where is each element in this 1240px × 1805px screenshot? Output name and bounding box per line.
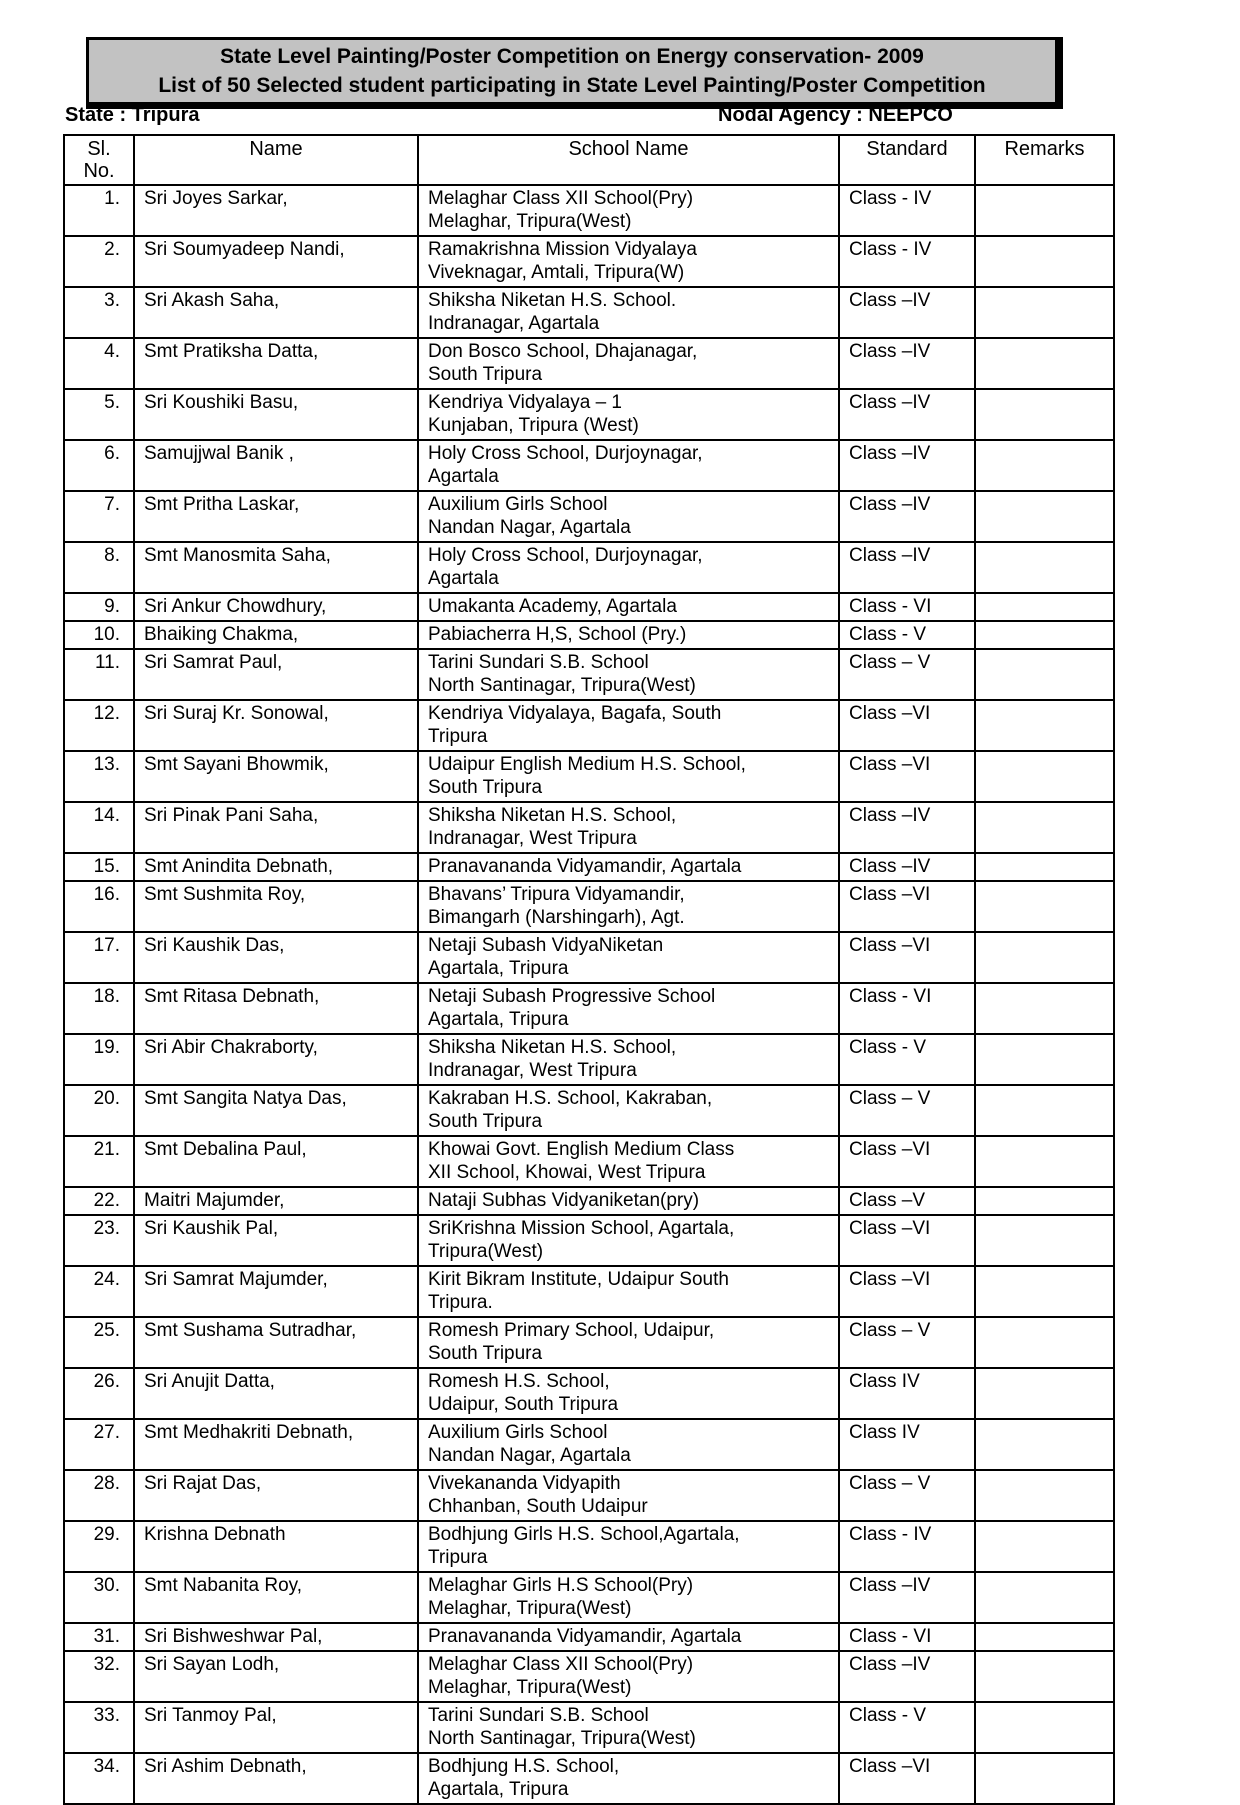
cell-sl-no: 26. [64,1368,134,1419]
cell-sl-no: 30. [64,1572,134,1623]
cell-remarks [975,593,1114,621]
cell-sl-no: 14. [64,802,134,853]
cell-student-name: Sri Soumyadeep Nandi, [134,236,418,287]
cell-standard: Class –VI [839,881,975,932]
cell-sl-no: 16. [64,881,134,932]
school-name-line: North Santinagar, Tripura(West) [428,675,696,696]
title-line-2: List of 50 Selected student participating in State Level Painting/Poster Competition [158,74,986,97]
cell-sl-no: 33. [64,1702,134,1753]
cell-sl-no: 21. [64,1136,134,1187]
table-row [64,881,1114,932]
cell-remarks [975,236,1114,287]
school-name-line: Kakraban H.S. School, Kakraban, [428,1088,713,1109]
school-name-line: Tarini Sundari S.B. School [428,652,649,673]
school-name-line: Don Bosco School, Dhajanagar, [428,341,698,362]
school-name-line: Bhavans’ Tripura Vidyamandir, [428,884,685,905]
cell-student-name: Sri Kaushik Das, [134,932,418,983]
school-name-line: Chhanban, South Udaipur [428,1496,648,1517]
cell-standard: Class - IV [839,236,975,287]
cell-standard: Class - V [839,1702,975,1753]
table-row [64,1215,1114,1266]
school-name-line: Melaghar Girls H.S School(Pry) [428,1575,694,1596]
meta-row [0,104,1240,132]
cell-standard: Class –IV [839,338,975,389]
table-row [64,185,1114,236]
cell-remarks [975,1368,1114,1419]
table-row [64,389,1114,440]
table-row [64,1651,1114,1702]
cell-student-name: Smt Medhakriti Debnath, [134,1419,418,1470]
cell-school-name [418,1266,839,1317]
cell-student-name: Maitri Majumder, [134,1187,418,1215]
table-row [64,338,1114,389]
cell-sl-no: 9. [64,593,134,621]
cell-remarks [975,440,1114,491]
cell-standard: Class - VI [839,1623,975,1651]
cell-remarks [975,1034,1114,1085]
cell-sl-no: 11. [64,649,134,700]
table-row [64,1368,1114,1419]
table-row [64,440,1114,491]
school-name-line: South Tripura [428,364,543,385]
cell-sl-no: 1. [64,185,134,236]
school-name-line: Bodhjung H.S. School, [428,1756,620,1777]
cell-student-name: Sri Abir Chakraborty, [134,1034,418,1085]
cell-student-name: Samujjwal Banik , [134,440,418,491]
cell-sl-no: 15. [64,853,134,881]
table-row [64,1136,1114,1187]
school-name-line: Shiksha Niketan H.S. School, [428,1037,677,1058]
cell-sl-no: 4. [64,338,134,389]
cell-sl-no: 6. [64,440,134,491]
cell-school-name [418,440,839,491]
cell-school-name [418,185,839,236]
state-label: State : Tripura [65,104,200,126]
cell-remarks [975,802,1114,853]
table-header [64,135,1114,185]
table-row [64,1470,1114,1521]
school-name-line: Melaghar Class XII School(Pry) [428,188,694,209]
cell-standard: Class –IV [839,542,975,593]
cell-remarks [975,1702,1114,1753]
cell-remarks [975,621,1114,649]
cell-school-name [418,853,839,881]
cell-standard: Class - VI [839,593,975,621]
school-name-line: Kendriya Vidyalaya, Bagafa, South [428,703,722,724]
cell-sl-no: 7. [64,491,134,542]
school-name-line: Pranavananda Vidyamandir, Agartala [428,856,742,877]
cell-standard: Class –IV [839,802,975,853]
cell-school-name [418,1470,839,1521]
table-row [64,1034,1114,1085]
table-row [64,932,1114,983]
students-table [63,134,1115,1805]
cell-standard: Class - IV [839,185,975,236]
cell-school-name [418,1085,839,1136]
cell-standard: Class –VI [839,932,975,983]
header-remarks: Remarks [975,135,1114,185]
cell-standard: Class IV [839,1419,975,1470]
school-name-line: Netaji Subash VidyaNiketan [428,935,664,956]
cell-standard: Class –IV [839,1651,975,1702]
cell-student-name: Smt Pratiksha Datta, [134,338,418,389]
school-name-line: South Tripura [428,1343,543,1364]
cell-sl-no: 10. [64,621,134,649]
school-name-line: SriKrishna Mission School, Agartala, [428,1218,735,1239]
cell-sl-no: 23. [64,1215,134,1266]
cell-student-name: Smt Manosmita Saha, [134,542,418,593]
cell-standard: Class - V [839,1034,975,1085]
school-name-line: Kirit Bikram Institute, Udaipur South [428,1269,729,1290]
cell-remarks [975,983,1114,1034]
cell-remarks [975,542,1114,593]
header-sl-line2: No. [83,160,115,182]
cell-remarks [975,491,1114,542]
cell-standard: Class - IV [839,1521,975,1572]
cell-standard: Class - V [839,621,975,649]
table-row [64,700,1114,751]
cell-school-name [418,1187,839,1215]
school-name-line: Kunjaban, Tripura (West) [428,415,639,436]
school-name-line: Bodhjung Girls H.S. School,Agartala, [428,1524,740,1545]
table-row [64,542,1114,593]
cell-school-name [418,287,839,338]
table-row [64,853,1114,881]
cell-sl-no: 25. [64,1317,134,1368]
cell-remarks [975,389,1114,440]
cell-sl-no: 3. [64,287,134,338]
school-name-line: Agartala [428,568,499,589]
cell-student-name: Smt Sangita Natya Das, [134,1085,418,1136]
cell-sl-no: 29. [64,1521,134,1572]
cell-sl-no: 12. [64,700,134,751]
cell-student-name: Sri Samrat Paul, [134,649,418,700]
school-name-line: XII School, Khowai, West Tripura [428,1162,706,1183]
school-name-line: Agartala, Tripura [428,1779,569,1800]
table-row [64,621,1114,649]
table-row [64,802,1114,853]
cell-remarks [975,1651,1114,1702]
cell-student-name: Sri Ankur Chowdhury, [134,593,418,621]
table-row [64,1623,1114,1651]
school-name-line: Nandan Nagar, Agartala [428,1445,631,1466]
cell-sl-no: 19. [64,1034,134,1085]
cell-sl-no: 32. [64,1651,134,1702]
cell-school-name [418,1317,839,1368]
cell-remarks [975,932,1114,983]
cell-remarks [975,1623,1114,1651]
cell-school-name [418,338,839,389]
table-row [64,1753,1114,1804]
cell-school-name [418,1651,839,1702]
school-name-line: Romesh Primary School, Udaipur, [428,1320,715,1341]
school-name-line: Indranagar, Agartala [428,313,600,334]
table-row [64,1572,1114,1623]
cell-standard: Class –VI [839,1266,975,1317]
cell-school-name [418,236,839,287]
cell-remarks [975,751,1114,802]
cell-standard: Class IV [839,1368,975,1419]
cell-sl-no: 20. [64,1085,134,1136]
cell-school-name [418,649,839,700]
table-row [64,751,1114,802]
cell-standard: Class –IV [839,853,975,881]
school-name-line: Melaghar, Tripura(West) [428,1598,632,1619]
school-name-line: Ramakrishna Mission Vidyalaya [428,239,697,260]
cell-remarks [975,881,1114,932]
cell-standard: Class –IV [839,389,975,440]
cell-sl-no: 28. [64,1470,134,1521]
school-name-line: Nataji Subhas Vidyaniketan(pry) [428,1190,700,1211]
school-name-line: Shiksha Niketan H.S. School, [428,805,677,826]
cell-sl-no: 24. [64,1266,134,1317]
cell-remarks [975,1266,1114,1317]
table-row [64,1085,1114,1136]
nodal-agency-label: Nodal Agency : NEEPCO [718,104,953,126]
table-row [64,983,1114,1034]
cell-school-name [418,621,839,649]
cell-student-name: Sri Pinak Pani Saha, [134,802,418,853]
cell-school-name [418,593,839,621]
cell-school-name [418,1702,839,1753]
cell-standard: Class – V [839,1317,975,1368]
cell-student-name: Sri Tanmoy Pal, [134,1702,418,1753]
school-name-line: Indranagar, West Tripura [428,1060,637,1081]
cell-school-name [418,881,839,932]
table-row [64,649,1114,700]
cell-school-name [418,1623,839,1651]
table-row [64,1266,1114,1317]
school-name-line: Bimangarh (Narshingarh), Agt. [428,907,685,928]
cell-student-name: Sri Anujit Datta, [134,1368,418,1419]
cell-sl-no: 27. [64,1419,134,1470]
header-standard: Standard [839,135,975,185]
school-name-line: North Santinagar, Tripura(West) [428,1728,696,1749]
table-row [64,1187,1114,1215]
cell-school-name [418,1521,839,1572]
cell-school-name [418,802,839,853]
cell-student-name: Smt Sushama Sutradhar, [134,1317,418,1368]
cell-school-name [418,700,839,751]
school-name-line: Melaghar, Tripura(West) [428,211,632,232]
cell-standard: Class –IV [839,287,975,338]
cell-sl-no: 34. [64,1753,134,1804]
school-name-line: Melaghar Class XII School(Pry) [428,1654,694,1675]
table-row [64,593,1114,621]
cell-student-name: Smt Anindita Debnath, [134,853,418,881]
cell-sl-no: 22. [64,1187,134,1215]
cell-student-name: Sri Samrat Majumder, [134,1266,418,1317]
cell-standard: Class - VI [839,983,975,1034]
school-name-line: Pabiacherra H,S, School (Pry.) [428,624,687,645]
cell-student-name: Sri Ashim Debnath, [134,1753,418,1804]
cell-student-name: Bhaiking Chakma, [134,621,418,649]
cell-standard: Class – V [839,1470,975,1521]
table-row [64,287,1114,338]
school-name-line: Pranavananda Vidyamandir, Agartala [428,1626,742,1647]
cell-student-name: Smt Nabanita Roy, [134,1572,418,1623]
cell-remarks [975,853,1114,881]
school-name-line: Agartala [428,466,499,487]
school-name-line: South Tripura [428,777,543,798]
cell-school-name [418,389,839,440]
cell-remarks [975,1085,1114,1136]
cell-student-name: Sri Joyes Sarkar, [134,185,418,236]
school-name-line: Tripura [428,1547,488,1568]
cell-sl-no: 13. [64,751,134,802]
school-name-line: Tripura [428,726,488,747]
cell-student-name: Sri Kaushik Pal, [134,1215,418,1266]
cell-remarks [975,700,1114,751]
cell-school-name [418,1136,839,1187]
cell-student-name: Sri Rajat Das, [134,1470,418,1521]
cell-remarks [975,1136,1114,1187]
header-sl-no [64,135,134,185]
school-name-line: Khowai Govt. English Medium Class [428,1139,735,1160]
cell-school-name [418,1368,839,1419]
cell-standard: Class –VI [839,1753,975,1804]
cell-school-name [418,1034,839,1085]
school-name-line: Netaji Subash Progressive School [428,986,716,1007]
cell-remarks [975,1521,1114,1572]
cell-student-name: Smt Ritasa Debnath, [134,983,418,1034]
cell-sl-no: 5. [64,389,134,440]
table-row [64,236,1114,287]
school-name-line: Udaipur English Medium H.S. School, [428,754,746,775]
cell-school-name [418,1753,839,1804]
title-banner [86,37,1063,109]
cell-student-name: Sri Sayan Lodh, [134,1651,418,1702]
school-name-line: Viveknagar, Amtali, Tripura(W) [428,262,685,283]
cell-remarks [975,1753,1114,1804]
school-name-line: Holy Cross School, Durjoynagar, [428,443,703,464]
table-row [64,1521,1114,1572]
school-name-line: Vivekananda Vidyapith [428,1473,621,1494]
cell-student-name: Sri Koushiki Basu, [134,389,418,440]
school-name-line: Umakanta Academy, Agartala [428,596,677,617]
cell-school-name [418,491,839,542]
table-row [64,1702,1114,1753]
header-sl-line1: Sl. [87,138,111,160]
cell-standard: Class –IV [839,491,975,542]
cell-school-name [418,1419,839,1470]
table-header-row [64,135,1114,185]
cell-sl-no: 2. [64,236,134,287]
cell-remarks [975,287,1114,338]
cell-standard: Class –VI [839,700,975,751]
cell-student-name: Sri Akash Saha, [134,287,418,338]
school-name-line: Shiksha Niketan H.S. School. [428,290,677,311]
cell-student-name: Krishna Debnath [134,1521,418,1572]
cell-standard: Class – V [839,1085,975,1136]
school-name-line: Romesh H.S. School, [428,1371,610,1392]
school-name-line: Melaghar, Tripura(West) [428,1677,632,1698]
school-name-line: Tripura. [428,1292,493,1313]
cell-school-name [418,932,839,983]
school-name-line: Indranagar, West Tripura [428,828,637,849]
cell-remarks [975,338,1114,389]
table-row [64,1419,1114,1470]
cell-school-name [418,983,839,1034]
cell-sl-no: 18. [64,983,134,1034]
school-name-line: Auxilium Girls School [428,1422,608,1443]
cell-student-name: Sri Suraj Kr. Sonowal, [134,700,418,751]
cell-school-name [418,1215,839,1266]
cell-sl-no: 17. [64,932,134,983]
school-name-line: Udaipur, South Tripura [428,1394,619,1415]
title-line-1: State Level Painting/Poster Competition on Energy conservation- 2009 [220,45,924,68]
school-name-line: South Tripura [428,1111,543,1132]
school-name-line: Tripura(West) [428,1241,544,1262]
cell-student-name: Sri Bishweshwar Pal, [134,1623,418,1651]
header-school-name: School Name [418,135,839,185]
school-name-line: Agartala, Tripura [428,958,569,979]
cell-school-name [418,542,839,593]
cell-standard: Class – V [839,649,975,700]
cell-remarks [975,1470,1114,1521]
cell-standard: Class –V [839,1187,975,1215]
school-name-line: Agartala, Tripura [428,1009,569,1030]
cell-remarks [975,1187,1114,1215]
cell-remarks [975,1215,1114,1266]
cell-remarks [975,1317,1114,1368]
cell-standard: Class –VI [839,1215,975,1266]
cell-sl-no: 31. [64,1623,134,1651]
cell-standard: Class –VI [839,1136,975,1187]
school-name-line: Holy Cross School, Durjoynagar, [428,545,703,566]
table-row [64,491,1114,542]
school-name-line: Kendriya Vidyalaya – 1 [428,392,622,413]
cell-school-name [418,751,839,802]
cell-student-name: Smt Pritha Laskar, [134,491,418,542]
school-name-line: Tarini Sundari S.B. School [428,1705,649,1726]
table-row [64,1317,1114,1368]
header-name: Name [134,135,418,185]
cell-remarks [975,185,1114,236]
school-name-line: Auxilium Girls School [428,494,608,515]
cell-remarks [975,1572,1114,1623]
cell-student-name: Smt Sayani Bhowmik, [134,751,418,802]
cell-standard: Class –IV [839,1572,975,1623]
cell-school-name [418,1572,839,1623]
cell-student-name: Smt Sushmita Roy, [134,881,418,932]
school-name-line: Nandan Nagar, Agartala [428,517,631,538]
cell-standard: Class –IV [839,440,975,491]
cell-student-name: Smt Debalina Paul, [134,1136,418,1187]
cell-remarks [975,1419,1114,1470]
cell-remarks [975,649,1114,700]
cell-sl-no: 8. [64,542,134,593]
table-body [64,185,1114,1804]
cell-standard: Class –VI [839,751,975,802]
